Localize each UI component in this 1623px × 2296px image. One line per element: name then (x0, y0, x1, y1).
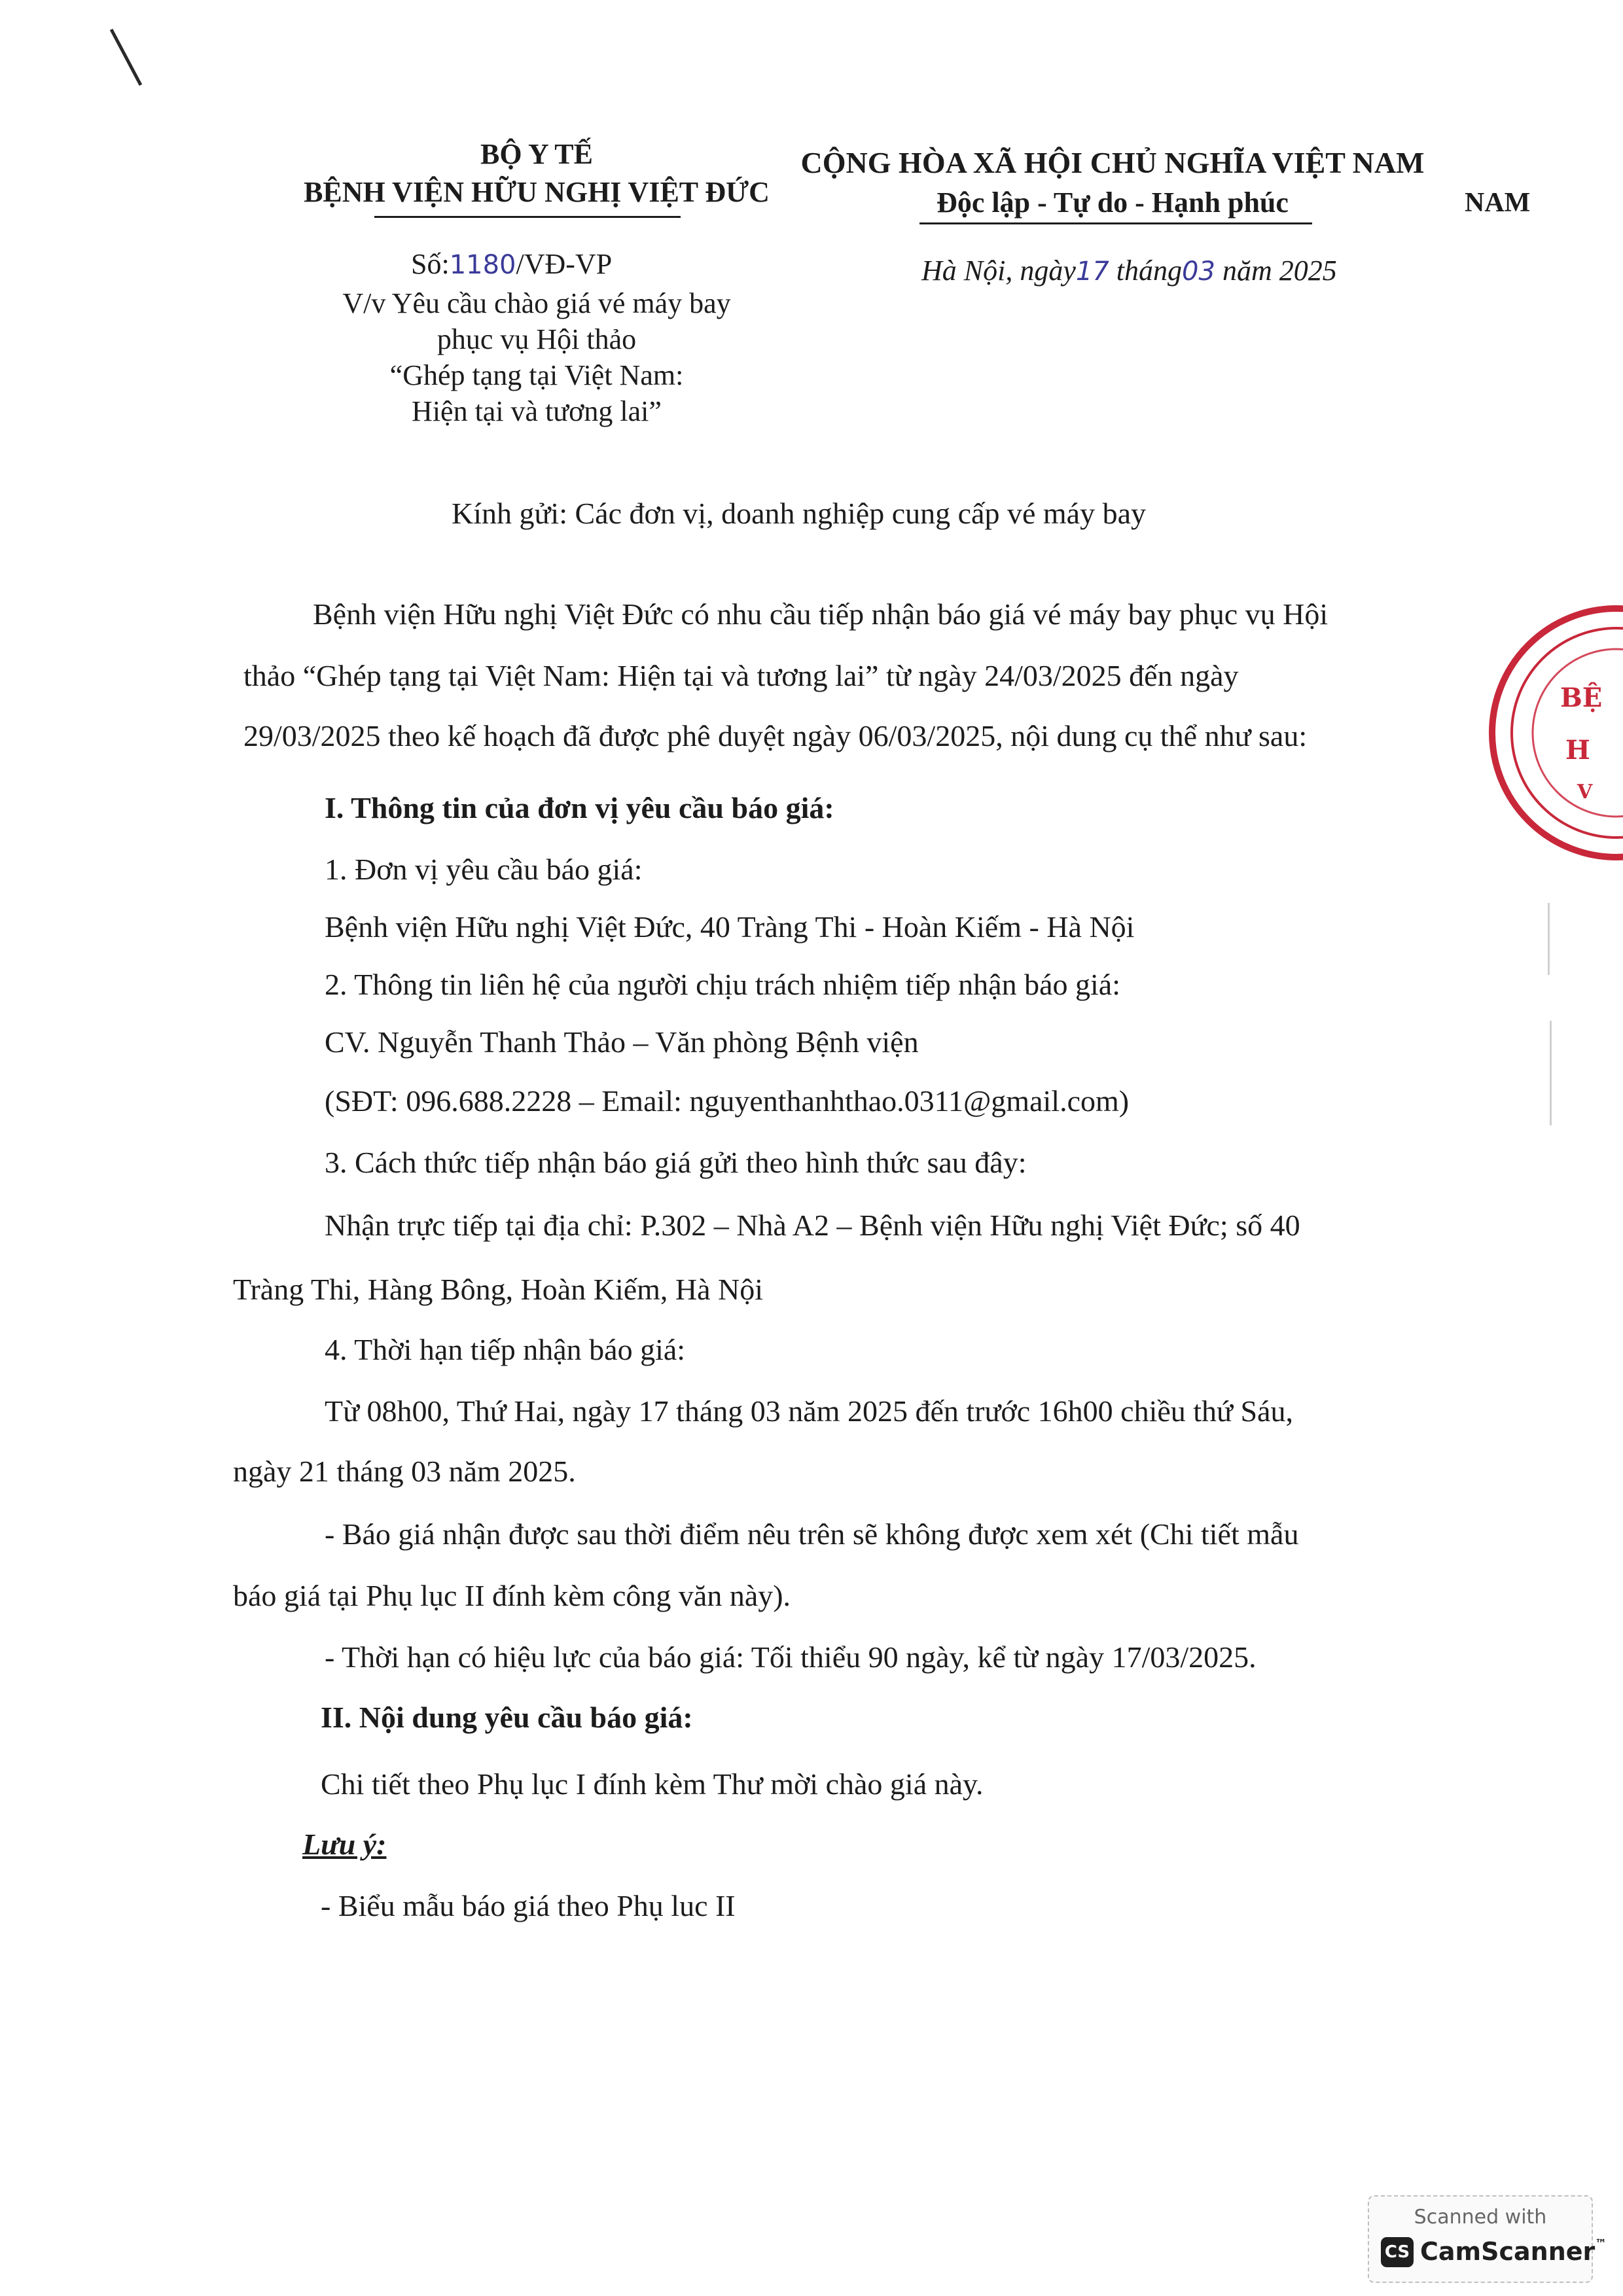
section1-note2: - Thời hạn có hiệu lực của báo giá: Tối thiểu 90 ngày, kể từ ngày 17/03/2025. (325, 1640, 1257, 1674)
document-number-suffix: /VĐ-VP (516, 248, 613, 280)
document-number-prefix: Số: (411, 248, 450, 280)
seal-letter-3: V (1577, 781, 1593, 804)
document-number (411, 247, 612, 281)
camscanner-watermark (1368, 2195, 1607, 2283)
national-title: CỘNG HÒA XÃ HỘI CHỦ NGHĨA VIỆT NAM (800, 146, 1425, 179)
subject-line-3: “Ghép tạng tại Việt Nam: (389, 359, 684, 391)
subject-line-1: V/v Yêu cầu chào giá vé máy bay (342, 287, 731, 319)
section2-body: Chi tiết theo Phụ lục I đính kèm Thư mời chào giá này. (321, 1767, 984, 1801)
scan-edge-line (1550, 1021, 1552, 1125)
section1-item2-label: 2. Thông tin liên hệ của người chịu trách nhiệm tiếp nhận báo giá: (325, 968, 1120, 1001)
red-seal-stamp (1420, 602, 1623, 877)
section2-heading: II. Nội dung yêu cầu báo giá: (321, 1701, 693, 1734)
section1-heading: I. Thông tin của đơn vị yêu cầu báo giá: (325, 791, 834, 824)
document-number-handwritten: 1180 (449, 250, 516, 280)
section1-item2-contact: CV. Nguyễn Thanh Thảo – Văn phòng Bệnh viện (325, 1025, 919, 1059)
intro-line-3: 29/03/2025 theo kế hoạch đã được phê duyệt ngày 06/03/2025, nội dung cụ thể như sau: (243, 719, 1308, 752)
hospital-underline (374, 216, 681, 218)
seal-letter-2: H (1565, 735, 1590, 766)
section1-item3-label: 3. Cách thức tiếp nhận báo giá gửi theo hình thức sau đây: (325, 1146, 1027, 1179)
date-year: năm 2025 (1222, 255, 1337, 287)
date-day-handwritten: 17 (1075, 256, 1109, 287)
addressee: Kính gửi: Các đơn vị, doanh nghiệp cung cấp vé máy bay (452, 497, 1147, 530)
section1-note1-line2: báo giá tại Phụ lục II đính kèm công văn này). (233, 1579, 791, 1612)
intro-line-1: Bệnh viện Hữu nghị Việt Đức có nhu cầu tiếp nhận báo giá vé máy bay phục vụ Hội (313, 597, 1329, 631)
camscanner-logo-icon: CS (1381, 2237, 1414, 2267)
camscanner-caption: Scanned with (1414, 2206, 1547, 2229)
intro-line-2: thảo “Ghép tạng tại Việt Nam: Hiện tại và tương lai” từ ngày 24/03/2025 đến ngày (243, 659, 1239, 692)
subject-line-2: phục vụ Hội thảo (437, 323, 637, 355)
camscanner-brand: CamScanner (1420, 2237, 1596, 2266)
section1-item4-period-2: ngày 21 tháng 03 năm 2025. (233, 1455, 576, 1488)
date-prefix: Hà Nội, ngày (921, 255, 1076, 287)
note-item: - Biểu mẫu báo giá theo Phụ luc II (321, 1889, 736, 1922)
section1-item2-phone-email: (SĐT: 096.688.2228 – Email: nguyenthanhthao.0311@gmail.com) (325, 1084, 1130, 1118)
motto-underline (919, 222, 1312, 224)
date-month-handwritten: 03 (1182, 256, 1215, 287)
subject-line-4: Hiện tại và tương lai” (412, 395, 662, 427)
scan-edge-line (1548, 903, 1550, 975)
note-label: Lưu ý: (302, 1828, 387, 1861)
section1-item3-address-2: Tràng Thi, Hàng Bông, Hoàn Kiếm, Hà Nội (233, 1273, 764, 1306)
section1-item1-value: Bệnh viện Hữu nghị Việt Đức, 40 Tràng Thi - Hoàn Kiếm - Hà Nội (325, 910, 1135, 944)
hospital-name: BỆNH VIỆN HỮU NGHỊ VIỆT ĐỨC (304, 176, 770, 208)
section1-note1-line1: - Báo giá nhận được sau thời điểm nêu trên sẽ không được xem xét (Chi tiết mẫu (325, 1517, 1299, 1551)
date-month-label: tháng (1116, 255, 1183, 287)
section1-item3-address-1: Nhận trực tiếp tại địa chỉ: P.302 – Nhà A2 – Bệnh viện Hữu nghị Việt Đức; số 40 (325, 1209, 1300, 1242)
section1-item4-label: 4. Thời hạn tiếp nhận báo giá: (325, 1333, 686, 1366)
ministry-name: BỘ Y TẾ (480, 138, 593, 170)
date-line (921, 254, 1337, 287)
camscanner-trademark: ™ (1595, 2237, 1607, 2251)
section1-item1-label: 1. Đơn vị yêu cầu báo giá: (325, 853, 643, 886)
edge-text: NAM (1465, 188, 1531, 218)
scan-artifact-mark (105, 26, 157, 92)
camscanner-name (1420, 2237, 1607, 2266)
section1-item4-period-1: Từ 08h00, Thứ Hai, ngày 17 tháng 03 năm 2025 đến trước 16h00 chiều thứ Sáu, (325, 1394, 1293, 1428)
motto: Độc lập - Tự do - Hạnh phúc (936, 186, 1289, 219)
seal-letter-1: BỆ (1560, 682, 1603, 713)
